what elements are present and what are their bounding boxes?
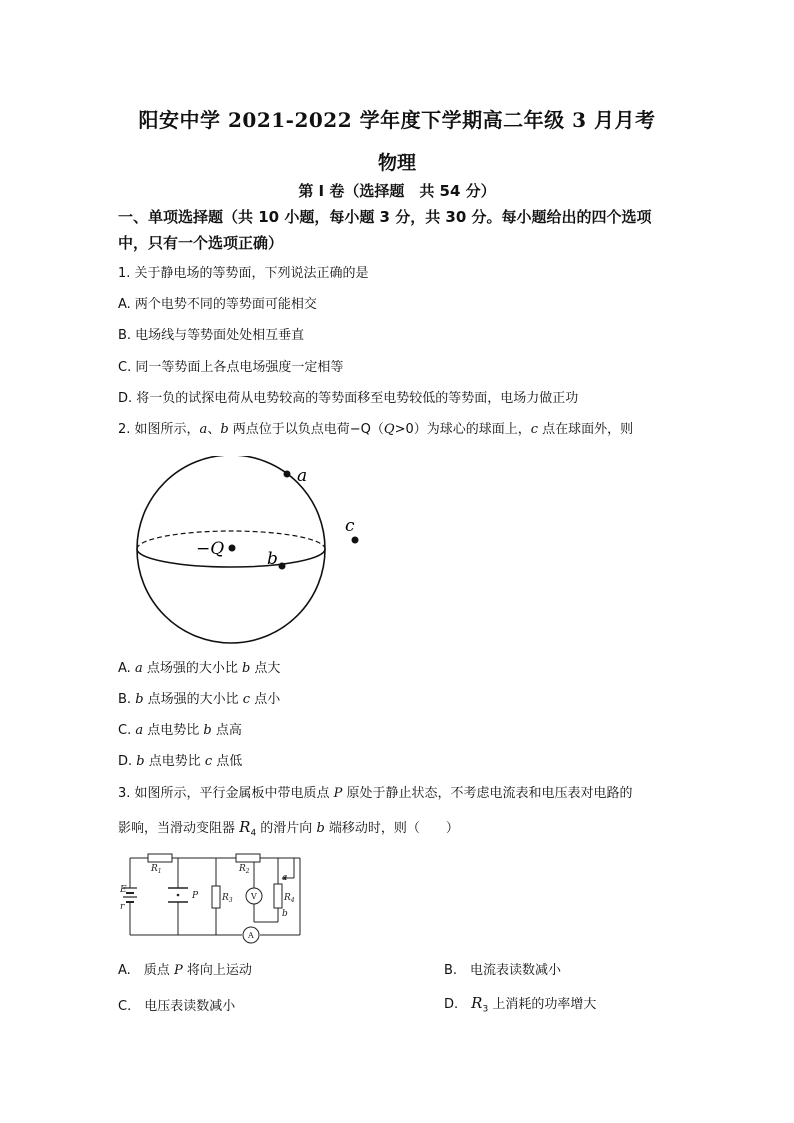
section-heading-line1: 一、单项选择题（共 10 小题，每小题 3 分，共 30 分。每小题给出的四个选项 — [118, 208, 652, 226]
label-charge: −Q — [196, 539, 225, 559]
label-r-internal: r — [120, 902, 125, 912]
label-e: E — [120, 885, 127, 895]
particle-p-dot — [177, 894, 180, 897]
label-a: a — [297, 466, 308, 486]
charge-dot — [229, 545, 236, 552]
sphere-figure — [128, 456, 378, 646]
rheostat-r4 — [274, 884, 282, 908]
label-v: V — [251, 892, 257, 901]
q3-option-d: D. $R_3$ 上消耗的功率增大 — [444, 994, 597, 1015]
point-c-dot — [352, 537, 359, 544]
q1-option-a: A. 两个电势不同的等势面可能相交 — [118, 297, 317, 312]
subject-title: 物理 — [377, 152, 416, 174]
label-b-end: b — [282, 909, 288, 919]
exam-title: 阳安中学 2021-2022 学年度下学期高二年级 3 月月考 — [138, 108, 656, 132]
label-r3: $R_3$ — [222, 893, 233, 904]
circuit-diagram — [118, 848, 308, 948]
resistor-r3 — [212, 886, 220, 908]
q2-option-d: D. b 点电势比 c 点低 — [118, 754, 243, 769]
q2-option-c: C. a 点电势比 b 点高 — [118, 723, 242, 738]
q3-stem-line2: 影响，当滑动变阻器 $R_4$ 的滑片向 b 端移动时，则（ ） — [118, 818, 459, 839]
label-b: b — [267, 549, 278, 569]
label-r2: $R_2$ — [239, 864, 250, 875]
q3-option-b: B. 电流表读数减小 — [444, 963, 562, 978]
q1-option-b: B. 电场线与等势面处处相互垂直 — [118, 328, 305, 343]
q3-option-c: C. 电压表读数减小 — [118, 999, 236, 1014]
q3-option-a: A. 质点 P 将向上运动 — [118, 963, 252, 978]
q3-stem-line1: 3. 如图所示，平行金属板中带电质点 P 原处于静止状态，不考虑电流表和电压表对电路的 — [118, 786, 633, 801]
equator-front — [137, 549, 325, 567]
label-p: P — [192, 891, 199, 901]
resistor-r1 — [148, 854, 172, 862]
label-r4: $R_4$ — [284, 893, 295, 904]
q1-option-d: D. 将一负的试探电荷从电势较高的等势面移至电势较低的等势面，电场力做正功 — [118, 391, 579, 406]
label-a-meter: A — [248, 931, 254, 940]
section-heading — [118, 204, 683, 256]
point-b-dot — [279, 563, 286, 570]
q1-stem: 1. 关于静电场的等势面，下列说法正确的是 — [118, 266, 369, 281]
label-a-end: a — [282, 873, 288, 883]
label-r1: $R_1$ — [151, 864, 162, 875]
q2-option-a: A. a 点场强的大小比 b 点大 — [118, 661, 281, 676]
q2-stem: 2. 如图所示，a、b 两点位于以负点电荷−Q（Q>0）为球心的球面上，c 点在球面外，则 — [118, 422, 634, 437]
label-c: c — [345, 516, 355, 536]
q1-option-c: C. 同一等势面上各点电场强度一定相等 — [118, 360, 344, 375]
point-a-dot — [284, 471, 291, 478]
q2-option-b: B. b 点场强的大小比 c 点小 — [118, 692, 281, 707]
section-heading-line2: 中，只有一个选项正确） — [118, 234, 284, 252]
resistor-r2 — [236, 854, 260, 862]
part-heading: 第 I 卷（选择题 共 54 分） — [298, 182, 496, 200]
